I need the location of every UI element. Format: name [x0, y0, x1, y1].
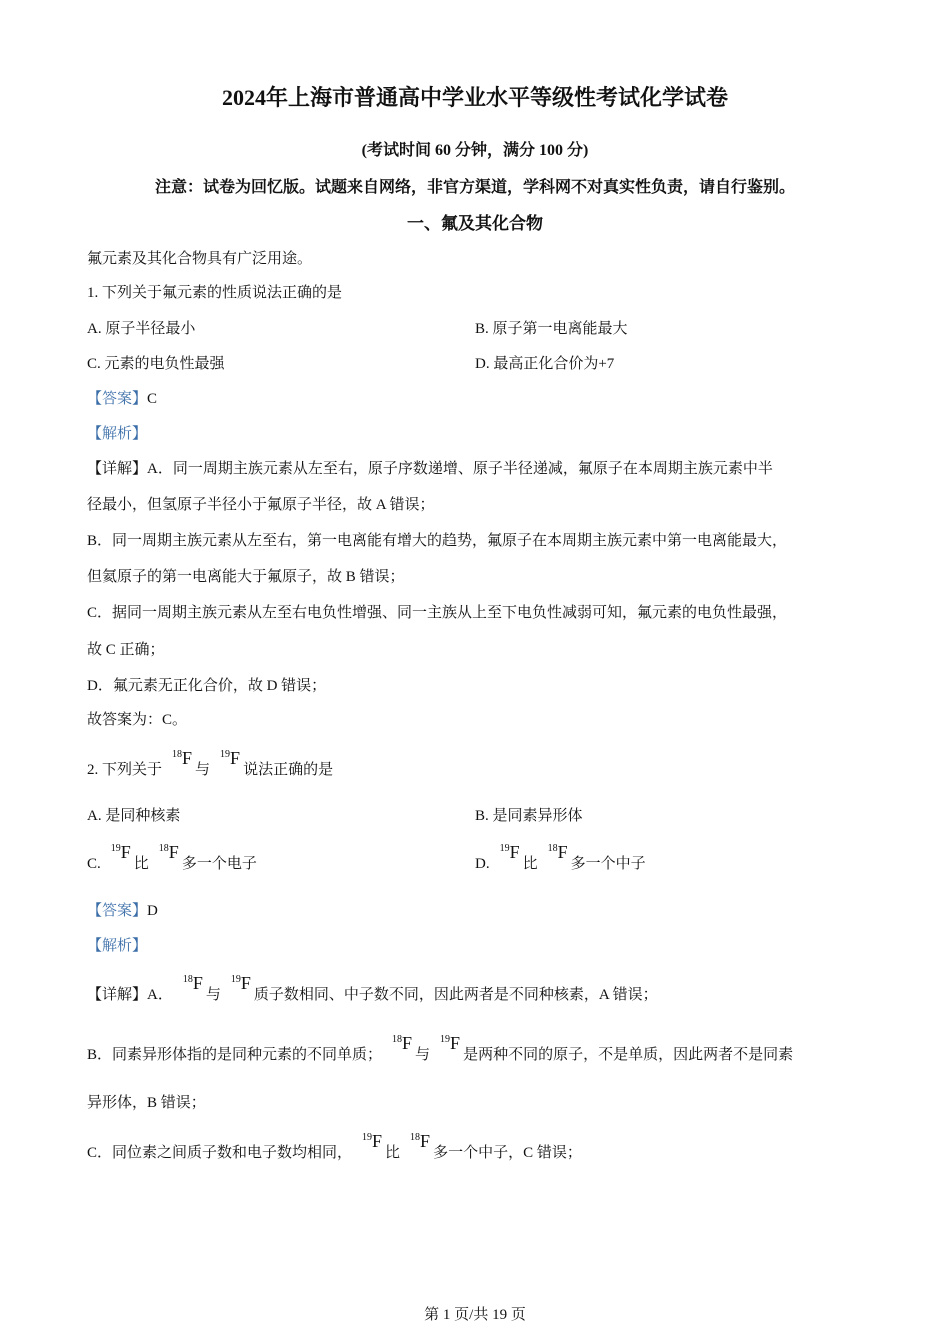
isotope-f18: $^{18}$F — [547, 842, 568, 862]
q2-option-b: B. 是同素异形体 — [475, 808, 583, 824]
isotope-f19: $^{19}$F — [110, 842, 131, 862]
isotope-f18: $^{18}$F — [182, 973, 203, 993]
q1-detail-line: 故 C 正确； — [87, 642, 165, 658]
q1-detail-line: 径最小，但氢原子半径小于氟原子半径，故 A 错误； — [87, 497, 435, 513]
q2-analysis-tag: 【解析】 — [87, 938, 148, 954]
isotope-f19: $^{19}$F — [362, 1131, 383, 1151]
answer-tag: 【答案】 — [87, 903, 148, 919]
page-footer: 第 1 页/共 19 页 — [424, 1307, 526, 1323]
q2-option-d: D.$^{19}$F比$^{18}$F多一个中子 — [475, 842, 646, 872]
q2-detail-b: B．同素异形体指的是同种元素的不同单质；$^{18}$F与$^{19}$F是两种不同的原子，不是单质，因此两者不是同素 — [87, 1033, 794, 1063]
q1-stem: 1. 下列关于氟元素的性质说法正确的是 — [87, 285, 343, 301]
q2-detail-b-cont: 异形体，B 错误； — [87, 1095, 206, 1111]
isotope-f18: $^{18}$F — [410, 1131, 431, 1151]
text: 与 — [195, 762, 211, 778]
q1-analysis-tag: 【解析】 — [87, 426, 148, 442]
answer-value: C — [147, 391, 158, 407]
q1-option-c: C. 元素的电负性最强 — [87, 356, 225, 372]
q2-answer — [87, 901, 158, 921]
q1-option-b: B. 原子第一电离能最大 — [475, 321, 628, 337]
intro: 氟元素及其化合物具有广泛用途。 — [87, 251, 313, 267]
q2-option-a: A. 是同种核素 — [87, 808, 181, 824]
q1-detail-line: 【详解】A．同一周期主族元素从左至右，原子序数递增、原子半径递减，氟原子在本周期主族元素中半 — [87, 461, 773, 477]
q1-detail-line: 但氦原子的第一电离能大于氟原子，故 B 错误； — [87, 569, 405, 585]
q1-detail-line: B．同一周期主族元素从左至右，第一电离能有增大的趋势，氟原子在本周期主族元素中第一电离能最大， — [87, 533, 788, 549]
q2-detail-c: C．同位素之间质子数和电子数均相同，$^{19}$F比$^{18}$F多一个中子，C 错误； — [87, 1131, 582, 1161]
answer-value: D — [147, 903, 158, 919]
notice: 注意：试卷为回忆版。试题来自网络，非官方渠道，学科网不对真实性负责，请自行鉴别。 — [154, 179, 795, 196]
q1-detail-line: 故答案为：C。 — [87, 712, 188, 728]
q1-answer — [87, 389, 157, 409]
isotope-f18: $^{18}$F — [172, 748, 193, 768]
q2-detail-a: 【详解】A．$^{18}$F与$^{19}$F质子数相同、中子数不同，因此两者是不同种核素，A 错误； — [87, 973, 658, 1003]
isotope-f19: $^{19}$F — [230, 973, 251, 993]
section-heading: 一、氟及其化合物 — [407, 214, 543, 233]
q1-option-a: A. 原子半径最小 — [87, 321, 196, 337]
isotope-f19: $^{19}$F — [440, 1033, 461, 1053]
q2-option-c: C.$^{19}$F比$^{18}$F多一个电子 — [87, 842, 257, 872]
q1-option-d: D. 最高正化合价为+7 — [475, 356, 615, 372]
q1-detail-line: D．氟元素无正化合价，故 D 错误； — [87, 678, 327, 694]
page-title: 2024年上海市普通高中学业水平等级性考试化学试卷 — [221, 85, 728, 110]
subtitle: (考试时间 60 分钟，满分 100 分) — [361, 142, 589, 159]
isotope-f18: $^{18}$F — [158, 842, 179, 862]
text: 说法正确的是 — [243, 762, 334, 778]
isotope-f18: $^{18}$F — [392, 1033, 413, 1053]
isotope-f19: $^{19}$F — [220, 748, 241, 768]
answer-tag: 【答案】 — [87, 391, 148, 407]
q2-stem — [87, 748, 334, 780]
text: 2. 下列关于 — [87, 762, 163, 778]
isotope-f19: $^{19}$F — [499, 842, 520, 862]
q1-detail-line: C．据同一周期主族元素从左至右电负性增强、同一主族从上至下电负性减弱可知，氟元素的电负性最强， — [87, 605, 788, 621]
